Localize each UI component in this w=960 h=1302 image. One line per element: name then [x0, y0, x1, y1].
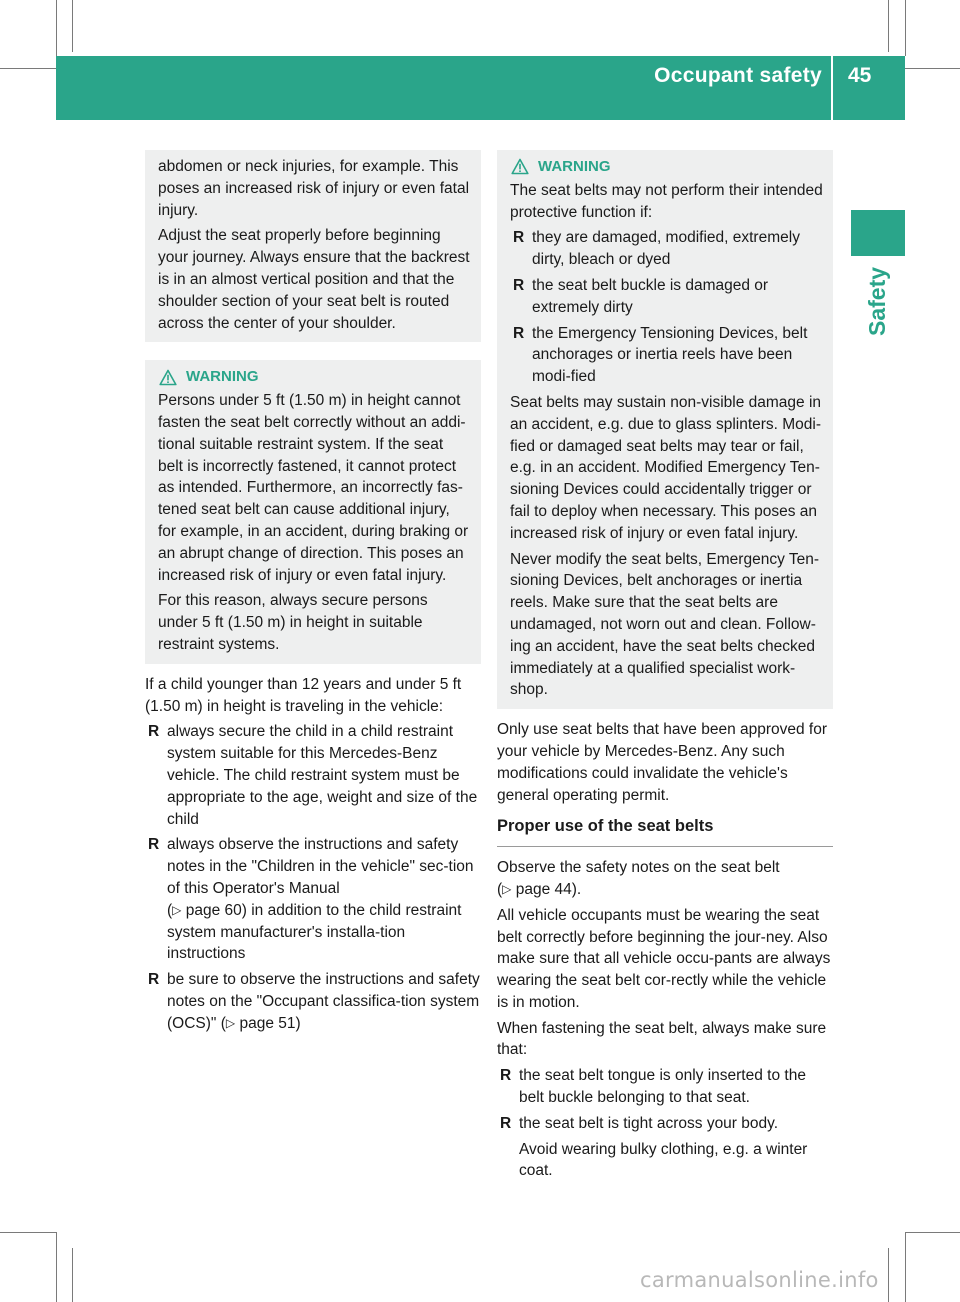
crop-mark — [905, 0, 906, 56]
bullet-glyph: R — [513, 276, 525, 294]
page-ref-arrow-icon: ▷ — [172, 902, 182, 917]
crop-mark — [905, 1232, 960, 1233]
left-column — [145, 150, 481, 1038]
page-reference-link[interactable]: page 51 — [239, 1014, 296, 1032]
warning-paragraph: Persons under 5 ft (1.50 m) in height cannot fasten the seat belt correctly without an addi-tional suitable restraint system. If the seat belt is incorrectly fastened, it cannot protect as intended. Furthermore, an incorrectly fas-tened seat belt can cause additional injury, for example, in an accident, during braking or an abrupt change of direction. This poses an increased risk of injury or even fatal injury. — [158, 392, 469, 584]
header-separator — [831, 56, 833, 120]
note-box — [145, 150, 481, 342]
list-item: R the Emergency Tensioning Devices, belt anchorages or inertia reels have been modi-fied — [513, 324, 808, 386]
warning-box — [145, 360, 481, 663]
note-paragraph: Adjust the seat properly before beginning your journey. Always ensure that the backrest is in an almost vertical position and that the shoulder section of your seat belt is routed across the center of your shoulder. — [158, 227, 470, 332]
bullet-glyph: R — [513, 324, 525, 342]
crop-mark — [72, 1248, 73, 1302]
warning-triangle-icon — [511, 158, 529, 175]
list-item: R always secure the child in a child restraint system suitable for this Mercedes-Benz vehicle. The child restraint system must be appropriate to the age, weight and size of the child — [148, 723, 478, 828]
fastening-bullet-list — [497, 1065, 833, 1182]
crop-mark — [888, 1248, 889, 1302]
bullet-glyph: R — [148, 723, 160, 741]
chapter-label: Safety — [864, 266, 890, 336]
bullet-glyph: R — [148, 836, 160, 854]
note-paragraph: abdomen or neck injuries, for example. This poses an increased risk of injury or even fatal injury. — [158, 158, 470, 219]
approval-paragraph: Only use seat belts that have been approved for your vehicle by Mercedes-Benz. Any such modifications could invalidate the vehicle's general operating permit. — [497, 721, 828, 804]
crop-mark — [72, 0, 73, 52]
warning-paragraph: Never modify the seat belts, Emergency Ten-sioning Devices, belt anchorages or inertia reels. Make sure that the seat belts are undamaged, not worn out and clean. Follow-ing an accident, have the seat belts checked immediately at a qualified specialist work-shop. — [510, 550, 819, 699]
watermark: carmanualsonline.info — [640, 1268, 879, 1292]
page-title: Occupant safety — [654, 64, 822, 87]
page-reference-link[interactable]: page 44 — [515, 880, 572, 898]
warning-box — [497, 150, 833, 709]
page-ref-arrow-icon: ▷ — [502, 881, 512, 896]
crop-mark — [56, 0, 57, 56]
warning-intro: The seat belts may not perform their intended protective function if: — [510, 181, 823, 221]
bullet-glyph: R — [500, 1067, 512, 1085]
crop-mark — [0, 1232, 56, 1233]
warning-paragraph: For this reason, always secure persons under 5 ft (1.50 m) in height in suitable restraint systems. — [158, 592, 428, 653]
list-item: R be sure to observe the instructions and safety notes on the "Occupant classifica-tion system (OCS)" (▷ page 51) — [148, 971, 480, 1032]
bullet-glyph: R — [148, 971, 160, 989]
list-item: R always observe the instructions and safety notes in the "Children in the vehicle" sec-tion of this Operator's Manual (▷ page 60) in addition to the child restraint system manufacturer's installa-tion instructions — [148, 836, 474, 963]
warning-header — [511, 156, 823, 178]
warning-title: WARNING — [186, 368, 259, 386]
list-item: R they are damaged, modified, extremely dirty, bleach or dyed — [513, 229, 800, 269]
list-item: R the seat belt is tight across your body. Avoid wearing bulky clothing, e.g. a winter coat. — [497, 1113, 833, 1182]
warning-header — [159, 366, 471, 388]
crop-mark — [905, 68, 960, 69]
warning-title: WARNING — [538, 158, 611, 175]
list-item: R the seat belt tongue is only inserted to the belt buckle belonging to that seat. — [500, 1067, 806, 1107]
child-bullet-list — [145, 721, 481, 1034]
observe-paragraph: Observe the safety notes on the seat belt (▷ page 44). — [497, 859, 780, 898]
right-column — [497, 150, 833, 1186]
occupants-paragraph: All vehicle occupants must be wearing the seat belt correctly before beginning the jour-ney. Also make sure that all vehicle occu-pants are always wearing the seat belt cor-rectly while the vehicle is in motion. — [497, 906, 831, 1011]
crop-mark — [0, 68, 56, 69]
crop-mark — [56, 1232, 57, 1302]
crop-mark — [888, 0, 889, 52]
warning-bullet-list — [510, 227, 823, 388]
bullet-glyph: R — [500, 1114, 512, 1132]
chapter-tab — [851, 210, 905, 256]
warning-triangle-icon — [159, 369, 177, 386]
warning-paragraph: Seat belts may sustain non-visible damage in an accident, e.g. due to glass splinters. Modi-fied or damaged seat belts may tear or fail, e.g. in an accident. Modified Emergency Ten-sioning Devices could accidentally trigger or fail to deploy when necessary. This poses an increased risk of injury or even fatal injury. — [510, 393, 822, 542]
crop-mark — [905, 1232, 906, 1302]
fastening-paragraph: When fastening the seat belt, always make sure that: — [497, 1019, 827, 1059]
page-ref-arrow-icon: ▷ — [225, 1015, 236, 1030]
page-number: 45 — [848, 64, 872, 87]
list-item: R the seat belt buckle is damaged or extremely dirty — [513, 276, 769, 316]
child-intro: If a child younger than 12 years and under 5 ft (1.50 m) in height is traveling in the vehicle: — [145, 675, 462, 715]
section-heading: Proper use of the seat belts — [497, 816, 833, 847]
bullet-glyph: R — [513, 229, 525, 247]
page-reference-link[interactable]: page 60 — [185, 901, 242, 919]
bulky-note: Avoid wearing bulky clothing, e.g. a winter coat. — [519, 1140, 808, 1180]
